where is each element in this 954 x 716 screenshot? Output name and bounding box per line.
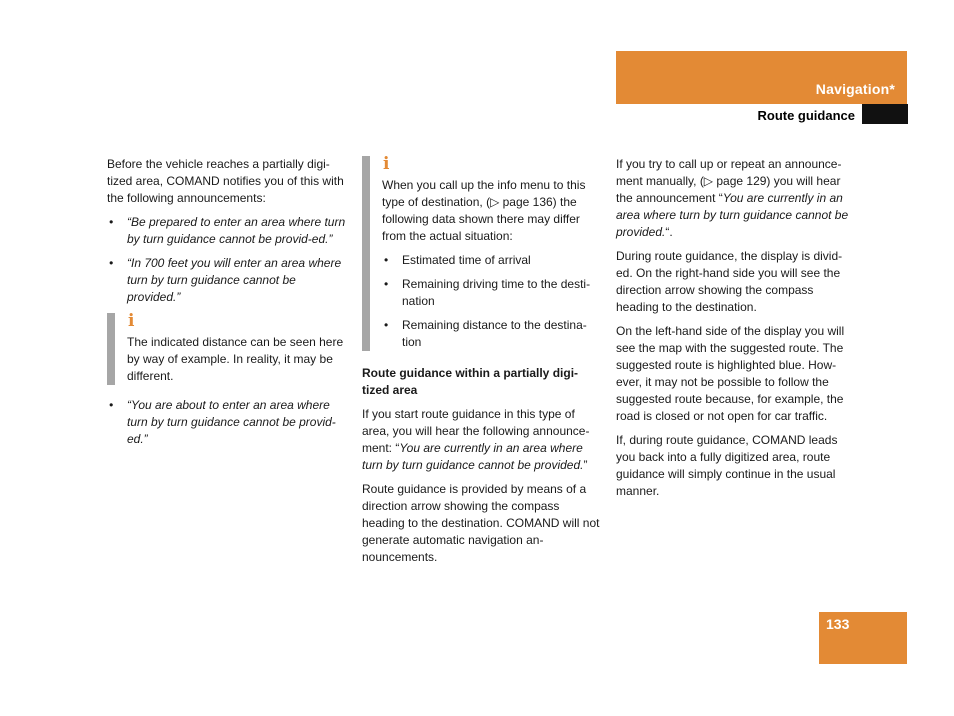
note-bar	[362, 156, 370, 351]
column-right	[616, 156, 858, 507]
info-note-item: • Remaining driving time to the desti-nation	[382, 276, 602, 310]
column-middle	[362, 156, 602, 573]
paragraph: Route guidance is provided by means of a direction arrow showing the compass heading to the destination. COMAND will not generate automatic navigation an-nouncements.	[362, 482, 600, 564]
announcement-item: • “You are about to enter an area where turn by turn guidance cannot be provid-ed.”	[107, 397, 347, 448]
paragraph: If, during route guidance, COMAND leads you back into a fully digitized area, route guidance will simply continue in the usual manner.	[616, 433, 838, 498]
section-title: Route guidance	[757, 108, 855, 123]
info-note-list	[382, 252, 602, 351]
announcement-list	[107, 214, 347, 306]
section-tab-marker	[862, 104, 908, 124]
paragraph: If you start route guidance in this type of area, you will hear the following announce-ment: “You are currently in an area where turn by turn guidance cannot be provided.”	[362, 407, 590, 472]
info-note	[107, 313, 347, 385]
info-note-text: The indicated distance can be seen here by way of example. In reality, it may be different.	[127, 335, 344, 383]
announcement-item: • “Be prepared to enter an area where turn by turn guidance cannot be provid-ed.”	[107, 214, 347, 248]
announcement-item: • “In 700 feet you will enter an area where turn by turn guidance cannot be provided.”	[107, 255, 347, 306]
info-icon: i	[128, 311, 135, 331]
page-number-box	[819, 612, 907, 664]
paragraph: On the left-hand side of the display you will see the map with the suggested route. The suggested route is highlighted blue. How-ever, it may not be possible to follow the suggested route because, for example, the road is closed or not open for car traffic.	[616, 324, 845, 423]
note-bar	[107, 313, 115, 385]
column-left	[107, 156, 347, 455]
chapter-header-bar	[616, 51, 907, 104]
info-note-item: • Estimated time of arrival	[382, 252, 602, 269]
info-icon: i	[383, 154, 390, 174]
info-note	[362, 156, 602, 351]
chapter-title: Navigation*	[815, 81, 895, 97]
page-number: 133	[826, 616, 850, 632]
info-note-item: • Remaining distance to the destina-tion	[382, 317, 602, 351]
intro-paragraph: Before the vehicle reaches a partially digi-tized area, COMAND notifies you of this with the following announcements:	[107, 157, 344, 205]
info-note-text: When you call up the info menu to this type of destination, (▷ page 136) the following data shown there may differ from the actual situation:	[382, 178, 586, 243]
subheading: Route guidance within a partially digi-tized area	[362, 366, 579, 397]
paragraph: If you try to call up or repeat an announce-ment manually, (▷ page 129) you will hear the announcement “You are currently in an area where turn by turn guidance cannot be provided.“.	[616, 157, 849, 239]
announcement-list	[107, 397, 347, 448]
paragraph: During route guidance, the display is divid-ed. On the right-hand side you will see the direction arrow showing the compass heading to the destination.	[616, 249, 843, 314]
